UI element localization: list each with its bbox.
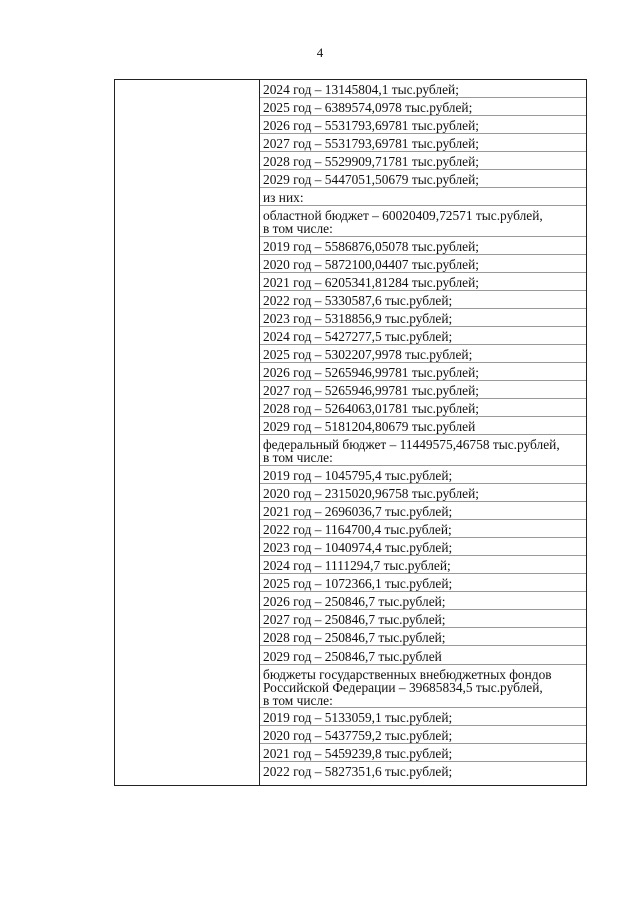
table-row [260,80,586,98]
row-text-line: 2020 год – 2315020,96758 тыс.рублей; [263,486,480,502]
table-row [260,744,586,762]
table-row [260,255,586,273]
table-row [260,466,586,484]
table-row [260,556,586,574]
table-row [260,726,586,744]
table-row [260,610,586,628]
table-row [260,762,586,780]
row-text-line: 2025 год – 1072366,1 тыс.рублей; [263,576,453,592]
row-text-line: 2024 год – 1111294,7 тыс.рублей; [263,558,451,574]
table-row [260,345,586,363]
table-row [260,520,586,538]
row-text-line: в том числе: [263,692,333,708]
page-number: 4 [316,45,324,60]
table-row [260,592,586,610]
table-row [260,309,586,327]
table-row [260,435,586,466]
table-row [260,538,586,556]
row-text-line: 2019 год – 5586876,05078 тыс.рублей; [263,238,480,254]
table-row [260,273,586,291]
row-text-line: областной бюджет – 60020409,72571 тыс.рублей, [263,208,543,224]
row-text-line: в том числе: [263,221,333,237]
table-row [260,628,586,646]
row-text-line: из них: [263,190,304,206]
row-text-line: 2020 год – 5437759,2 тыс.рублей; [263,727,453,743]
row-text-line: 2021 год – 6205341,81284 тыс.рублей; [263,275,480,290]
table-row [260,116,586,134]
table-row [260,484,586,502]
row-text-line: 2026 год – 250846,7 тыс.рублей; [263,594,446,610]
table-row [260,98,586,116]
row-text-line: 2027 год – 5531793,69781 тыс.рублей; [263,136,480,152]
row-text-line: 2029 год – 250846,7 тыс.рублей [263,648,442,664]
row-text-line: 2026 год – 5531793,69781 тыс.рублей; [263,118,480,134]
row-text-line: 2021 год – 5459239,8 тыс.рублей; [263,745,453,761]
table-row [260,417,586,435]
table-row [260,237,586,255]
row-text-line: 2029 год – 5447051,50679 тыс.рублей; [263,172,480,188]
table-row [260,134,586,152]
table-right-cell [260,80,586,785]
row-text-line: 2026 год – 5265946,99781 тыс.рублей; [263,365,480,381]
row-text-line: 2029 год – 5181204,80679 тыс.рублей [263,419,476,435]
row-text-line: 2028 год – 5529909,71781 тыс.рублей; [263,154,480,170]
table-row [260,170,586,188]
table-row [260,708,586,726]
table-row [260,363,586,381]
row-text-line: 2025 год – 6389574,0978 тыс.рублей; [263,100,473,116]
row-text-line: 2019 год – 5133059,1 тыс.рублей; [263,709,453,725]
table-row [260,152,586,170]
row-text-line: 2021 год – 2696036,7 тыс.рублей; [263,504,453,520]
row-text-line: 2022 год – 5330587,6 тыс.рублей; [263,293,453,309]
row-text-line: бюджеты государственных внебюджетных фондов [263,666,552,682]
row-text-line: 2027 год – 5265946,99781 тыс.рублей; [263,383,480,399]
row-text-line: 2024 год – 5427277,5 тыс.рублей; [263,329,453,345]
row-text-line: 2027 год – 250846,7 тыс.рублей; [263,612,446,628]
row-text-line: в том числе: [263,450,333,466]
row-text-line: 2022 год – 1164700,4 тыс.рублей; [263,522,452,538]
table-row [260,574,586,592]
row-text-line: 2023 год – 5318856,9 тыс.рублей; [263,311,453,327]
row-text-line: 2020 год – 5872100,04407 тыс.рублей; [263,256,480,272]
row-text-line: 2019 год – 1045795,4 тыс.рублей; [263,468,453,483]
table-row [260,647,586,665]
row-text-line: 2028 год – 250846,7 тыс.рублей; [263,630,446,646]
row-text-line: 2023 год – 1040974,4 тыс.рублей; [263,540,453,556]
table-row [260,665,586,708]
row-text-line: 2028 год – 5264063,01781 тыс.рублей; [263,401,480,417]
table-row [260,188,586,206]
table-row [260,399,586,417]
row-text-line: 2025 год – 5302207,9978 тыс.рублей; [263,347,473,363]
table-row [260,381,586,399]
table-row [260,502,586,520]
row-text-line: Российской Федерации – 39685834,5 тыс.рублей, [263,679,543,695]
table-left-cell [115,80,260,785]
row-text-line: 2022 год – 5827351,6 тыс.рублей; [263,763,453,779]
budget-table [114,79,587,786]
table-row [260,291,586,309]
row-text-line: федеральный бюджет – 11449575,46758 тыс.рублей, [263,437,560,453]
table-row [260,327,586,345]
table-row [260,206,586,237]
row-text-line: 2024 год – 13145804,1 тыс.рублей; [263,82,459,97]
